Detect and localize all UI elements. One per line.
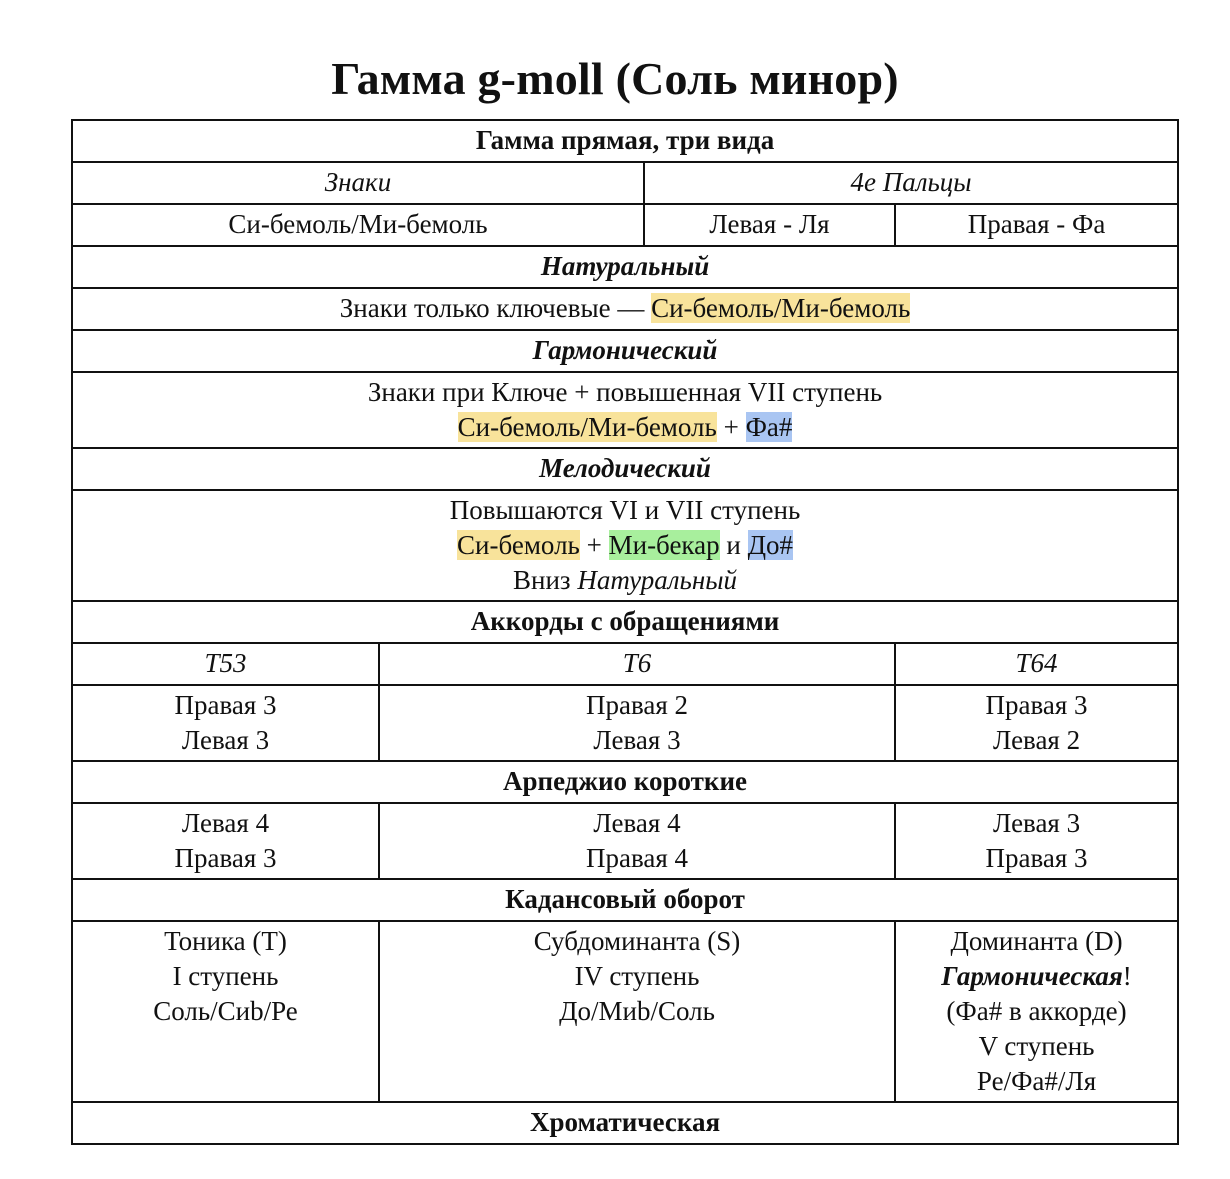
harmonic-cell <box>72 372 1178 448</box>
chord-cell-t6 <box>379 685 895 761</box>
harmonic-raised-highlight: Фа# <box>745 412 793 442</box>
arpeggio-1-line1: Левая 4 <box>181 808 270 838</box>
chord-col-t6: Т6 <box>379 643 895 685</box>
natural-row <box>72 288 1178 330</box>
melodic-natural-highlight: Ми-бекар <box>608 530 720 560</box>
arpeggio-heading-row <box>72 761 1178 803</box>
melodic-line1: Повышаются VI и VII ступень <box>449 495 801 525</box>
melodic-down-prefix: Вниз <box>513 565 578 595</box>
chord-cell-t64 <box>895 685 1178 761</box>
cadence-dominant-cell <box>895 921 1178 1102</box>
dominant-line3: (Фа# в аккорде) <box>946 996 1127 1026</box>
dominant-harmonic-bold: Гармоническая <box>941 961 1123 991</box>
natural-heading: Натуральный <box>72 246 1178 288</box>
arpeggio-heading: Арпеджио короткие <box>72 761 1178 803</box>
chord-t53-line2: Левая 3 <box>181 725 270 755</box>
harmonic-heading: Гармонический <box>72 330 1178 372</box>
arpeggio-1-line2: Правая 3 <box>174 843 277 873</box>
tonic-line2: I ступень <box>172 961 279 991</box>
harmonic-line1: Знаки при Ключе + повышенная VII ступень <box>367 377 883 407</box>
chords-columns-row <box>72 643 1178 685</box>
page-title: Гамма g-moll (Соль минор) <box>331 53 899 104</box>
chord-col-t64: Т64 <box>895 643 1178 685</box>
tonic-line1: Тоника (Т) <box>164 926 287 956</box>
chord-cell-t53 <box>72 685 379 761</box>
dominant-line1: Доминанта (D) <box>950 926 1123 956</box>
melodic-heading: Мелодический <box>72 448 1178 490</box>
arpeggio-cell-1 <box>72 803 379 879</box>
dominant-line2 <box>900 959 1173 994</box>
melodic-row <box>72 490 1178 601</box>
harmonic-row <box>72 372 1178 448</box>
chord-t6-line2: Левая 3 <box>593 725 681 755</box>
fingers-label: 4е Пальцы <box>644 162 1178 204</box>
subdominant-line3: До/Миb/Соль <box>559 996 715 1026</box>
scale-heading: Гамма прямая, три вида <box>72 120 1178 162</box>
chord-t64-line1: Правая 3 <box>985 690 1088 720</box>
scale-heading-row <box>72 120 1178 162</box>
tonic-line3: Соль/Сиb/Ре <box>153 996 298 1026</box>
cadence-heading: Кадансовый оборот <box>72 879 1178 921</box>
harmonic-heading-row <box>72 330 1178 372</box>
arpeggio-3-line2: Правая 3 <box>985 843 1088 873</box>
chromatic-heading-row <box>72 1102 1178 1144</box>
chord-t6-line1: Правая 2 <box>585 690 689 720</box>
arpeggio-3-line1: Левая 3 <box>992 808 1081 838</box>
melodic-plus: + <box>579 530 609 560</box>
chords-heading: Аккорды с обращениями <box>72 601 1178 643</box>
dominant-line4: V ступень <box>978 1031 1095 1061</box>
left-finger: Левая - Ля <box>644 204 895 246</box>
arpeggio-cell-2 <box>379 803 895 879</box>
subdominant-line2: IV ступень <box>574 961 700 991</box>
chromatic-heading: Хроматическая <box>72 1102 1178 1144</box>
natural-cell <box>72 288 1178 330</box>
melodic-heading-row <box>72 448 1178 490</box>
subdominant-line1: Субдоминанта (S) <box>533 926 741 956</box>
right-finger: Правая - Фа <box>895 204 1178 246</box>
arpeggio-values-row <box>72 803 1178 879</box>
melodic-down-value: Натуральный <box>577 565 738 595</box>
harmonic-line2 <box>77 410 1173 445</box>
natural-heading-row <box>72 246 1178 288</box>
chord-t64-line2: Левая 2 <box>992 725 1081 755</box>
chord-t53-line1: Правая 3 <box>174 690 277 720</box>
melodic-flat-highlight: Си-бемоль <box>457 530 580 560</box>
dominant-line5: Ре/Фа#/Ля <box>976 1066 1097 1096</box>
melodic-line3 <box>77 563 1173 598</box>
cadence-values-row <box>72 921 1178 1102</box>
signs-label: Знаки <box>72 162 644 204</box>
natural-highlight: Си-бемоль/Ми-бемоль <box>651 293 911 323</box>
arpeggio-cell-3 <box>895 803 1178 879</box>
arpeggio-2-line1: Левая 4 <box>593 808 681 838</box>
scale-table <box>71 119 1179 1145</box>
natural-text: Знаки только ключевые — <box>339 293 652 323</box>
harmonic-signs-highlight: Си-бемоль/Ми-бемоль <box>457 412 717 442</box>
signs-fingers-value-row <box>72 204 1178 246</box>
chord-col-t53: Т53 <box>72 643 379 685</box>
cadence-subdominant-cell <box>379 921 895 1102</box>
cadence-heading-row <box>72 879 1178 921</box>
harmonic-plus: + <box>716 412 746 442</box>
signs-value: Си-бемоль/Ми-бемоль <box>72 204 644 246</box>
arpeggio-2-line2: Правая 4 <box>585 843 689 873</box>
signs-fingers-header-row <box>72 162 1178 204</box>
melodic-cell <box>72 490 1178 601</box>
dominant-exclamation: ! <box>1122 961 1132 991</box>
cadence-tonic-cell <box>72 921 379 1102</box>
chords-heading-row <box>72 601 1178 643</box>
chords-values-row <box>72 685 1178 761</box>
melodic-sharp-highlight: До# <box>747 530 793 560</box>
melodic-line2 <box>77 528 1173 563</box>
melodic-and: и <box>719 530 748 560</box>
